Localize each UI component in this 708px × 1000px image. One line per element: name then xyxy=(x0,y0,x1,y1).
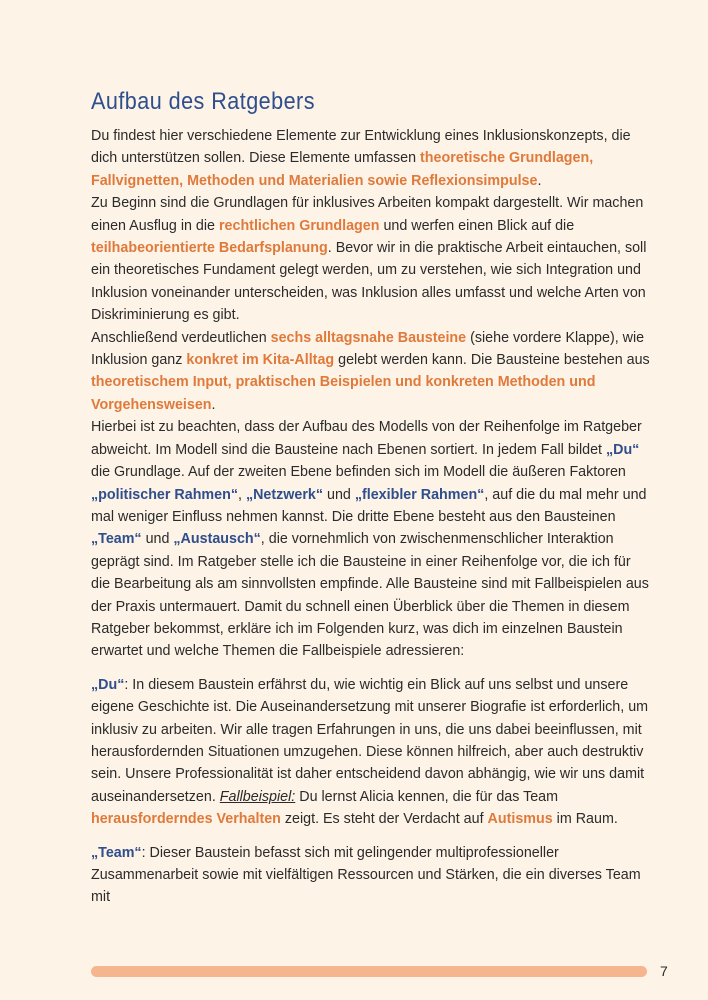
highlight-blue: „politischer Rahmen“ xyxy=(91,486,238,503)
text-run: , auf die du mal mehr und mal weniger Einfluss nehmen kannst. Die dritte Ebene besteht aus den Bausteinen xyxy=(91,486,647,525)
highlight-orange: konkret im Kita-Alltag xyxy=(186,352,335,369)
body-text xyxy=(91,125,651,909)
text-run: und xyxy=(141,531,174,548)
text-run: Zu Beginn sind die Grundlagen für inklusives Arbeiten kompakt dargestellt. Wir machen einen Ausflug in die xyxy=(91,195,644,234)
highlight-blue: „Du“ xyxy=(91,676,125,693)
text-run: und xyxy=(323,486,355,503)
highlight-orange: sechs alltagsnahe Bausteine xyxy=(270,329,467,346)
text-run: im Raum. xyxy=(552,811,618,828)
text-run: , die vornehmlich von zwischenmenschlicher Interaktion geprägt sind. Im Ratgeber stelle ich die Bausteine in einer Reihenfolge vor, die ich für die Bearbeitung als am sinnvollsten empfinde. Alle Bausteine sind mit Fallbeispielen aus der Praxis untermauert. Damit du schnell einen Überblick über die Themen in diesem Ratgeber bekommst, erkläre ich im Folgenden kurz, was dich im einzelnen Baustein erwartet und welche Themen die Fallbeispiele adressieren: xyxy=(91,531,649,660)
highlight-orange: teilhabeorientierte Bedarfsplanung xyxy=(91,240,328,257)
text-run: Anschließend verdeutlichen xyxy=(91,329,271,346)
highlight-orange: theoretischem Input, praktischen Beispielen und konkreten Methoden und Vorgehensweisen xyxy=(91,374,596,413)
highlight-orange: rechtlichen Grundlagen xyxy=(218,217,380,234)
text-run: und werfen einen Blick auf die xyxy=(379,217,575,234)
text-run: gelebt werden kann. Die Bausteine bestehen aus xyxy=(334,352,650,369)
text-run: . Bevor wir in die praktische Arbeit eintauchen, soll ein theoretisches Fundament gelegt werden, um zu verstehen, wie sich Integration und Inklusion voneinander unterscheiden, was Inklusion alles umfasst und welche Arten von Diskriminierung es gibt. xyxy=(91,240,647,324)
paragraph xyxy=(91,416,651,662)
text-run: (siehe vordere Klappe), wie Inklusion ganz xyxy=(91,329,645,369)
text-run: zeigt. Es steht der Verdacht auf xyxy=(280,811,488,828)
paragraph xyxy=(91,125,651,192)
highlight-blue: „Netzwerk“ xyxy=(245,486,324,503)
text-run: , xyxy=(237,486,246,503)
text-run: : Dieser Baustein befasst sich mit gelingender multiprofessioneller Zusammenarbeit sowie mit vielfältigen Ressourcen und Stärken, die ein diverses Team mit xyxy=(91,844,641,906)
paragraph xyxy=(91,842,651,909)
text-run: Du lernst Alicia kennen, die für das Team xyxy=(295,788,559,805)
text-run: . xyxy=(537,172,542,189)
text-run: . xyxy=(211,396,216,413)
page-title: Aufbau des Ratgebers xyxy=(91,88,315,116)
highlight-blue: „Team“ xyxy=(91,531,142,548)
text-run: Hierbei ist zu beachten, dass der Aufbau des Modells von der Reihenfolge im Ratgeber abweicht. Im Modell sind die Bausteine nach Ebenen sortiert. In jedem Fall bildet xyxy=(91,419,642,458)
footer-bar xyxy=(91,966,647,977)
highlight-blue: „Team“ xyxy=(91,844,142,861)
paragraph xyxy=(91,192,651,326)
highlight-blue: „Austausch“ xyxy=(173,531,261,548)
page-number: 7 xyxy=(660,963,668,979)
paragraph xyxy=(91,674,651,831)
highlight-orange: Autismus xyxy=(487,811,553,828)
highlight-orange: herausforderndes Verhalten xyxy=(91,811,281,828)
label-fallbeispiel: Fallbeispiel: xyxy=(219,788,296,805)
text-run: die Grundlage. Auf der zweiten Ebene befinden sich im Modell die äußeren Faktoren xyxy=(91,464,626,481)
paragraph xyxy=(91,327,651,417)
highlight-blue: „Du“ xyxy=(605,441,640,458)
text-run: Du findest hier verschiedene Elemente zur Entwicklung eines Inklusionskonzepts, die dich unterstützen sollen. Diese Elemente umfassen xyxy=(91,128,631,167)
highlight-orange: theoretische Grundlagen, Fallvignetten, Methoden und Materialien sowie Reflexionsimpulse xyxy=(91,150,594,189)
highlight-blue: „flexibler Rahmen“ xyxy=(354,486,485,503)
text-run: : In diesem Baustein erfährst du, wie wichtig ein Blick auf uns selbst und unsere eigene Geschichte ist. Die Auseinandersetzung mit unserer Biografie ist erforderlich, um inklusiv zu arbeiten. Wir alle tragen Erfahrungen in uns, die uns dabei beeinflussen, mit herausfordernden Situationen umzugehen. Diese können hilfreich, aber auch destruktiv sein. Unsere Professionalität ist daher entscheidend davon abhängig, wie wir uns damit auseinandersetzen. xyxy=(91,676,649,805)
